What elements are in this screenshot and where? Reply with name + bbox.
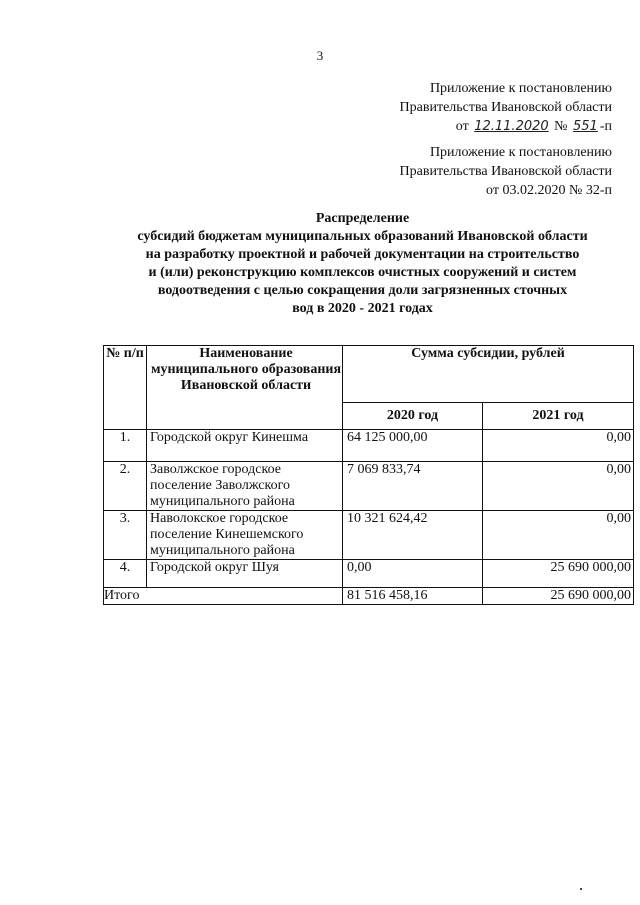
header-2021: 2021 год bbox=[483, 403, 634, 430]
title-line: вод в 2020 - 2021 годах bbox=[292, 301, 433, 316]
table-row bbox=[104, 560, 634, 588]
row-municipality: Наволокское городское поселение Кинешемского муниципального района bbox=[147, 511, 343, 560]
row-municipality: Городской округ Шуя bbox=[147, 560, 343, 588]
row-2020: 64 125 000,00 bbox=[343, 430, 483, 462]
annex-current-line3 bbox=[400, 117, 612, 136]
annex-previous-line3: от 03.02.2020 № 32-п bbox=[486, 183, 612, 198]
annex-current bbox=[400, 79, 612, 136]
row-municipality: Заволжское городское поселение Заволжского муниципального района bbox=[147, 462, 343, 511]
row-2021: 0,00 bbox=[483, 511, 634, 560]
page-number: 3 bbox=[316, 48, 324, 63]
header-number: № п/п bbox=[104, 346, 147, 430]
row-2021: 0,00 bbox=[483, 430, 634, 462]
header-2020: 2020 год bbox=[343, 403, 483, 430]
row-2021: 0,00 bbox=[483, 462, 634, 511]
total-2021: 25 690 000,00 bbox=[483, 588, 634, 605]
row-number: 2. bbox=[104, 462, 147, 511]
header-subsidy-sum: Сумма субсидии, рублей bbox=[343, 346, 634, 403]
total-label: Итого bbox=[104, 588, 343, 605]
subsidy-table bbox=[103, 345, 634, 605]
total-row bbox=[104, 588, 634, 605]
title-line: водоотведения с целью сокращения доли загрязненных сточных bbox=[157, 283, 568, 298]
handwritten-date: 12.11.2020 bbox=[474, 119, 549, 134]
table-row bbox=[104, 430, 634, 462]
number-prefix: № bbox=[554, 119, 568, 134]
row-2020: 0,00 bbox=[343, 560, 483, 588]
annex-previous bbox=[400, 143, 612, 200]
date-prefix: от bbox=[455, 119, 469, 134]
table-row bbox=[104, 462, 634, 511]
document-title bbox=[95, 210, 630, 318]
handwritten-number: 551 bbox=[573, 119, 598, 134]
scan-speck bbox=[580, 888, 582, 890]
annex-current-line2: Правительства Ивановской области bbox=[399, 100, 612, 115]
title-line: и (или) реконструкцию комплексов очистных сооружений и систем bbox=[148, 265, 577, 280]
header-municipality: Наименование муниципального образования Ивановской области bbox=[147, 346, 343, 430]
annex-previous-line2: Правительства Ивановской области bbox=[399, 164, 612, 179]
row-2021: 25 690 000,00 bbox=[483, 560, 634, 588]
title-line: Распределение bbox=[315, 211, 410, 226]
table-row bbox=[104, 511, 634, 560]
number-suffix: -п bbox=[599, 119, 612, 134]
title-line: на разработку проектной и рабочей документации на строительство bbox=[145, 247, 580, 262]
annex-previous-line1: Приложение к постановлению bbox=[429, 145, 612, 160]
annex-current-line1: Приложение к постановлению bbox=[429, 81, 612, 96]
total-2020: 81 516 458,16 bbox=[343, 588, 483, 605]
title-line: субсидий бюджетам муниципальных образований Ивановской области bbox=[137, 229, 588, 244]
row-number: 1. bbox=[104, 430, 147, 462]
row-2020: 10 321 624,42 bbox=[343, 511, 483, 560]
row-municipality: Городской округ Кинешма bbox=[147, 430, 343, 462]
row-2020: 7 069 833,74 bbox=[343, 462, 483, 511]
row-number: 3. bbox=[104, 511, 147, 560]
row-number: 4. bbox=[104, 560, 147, 588]
